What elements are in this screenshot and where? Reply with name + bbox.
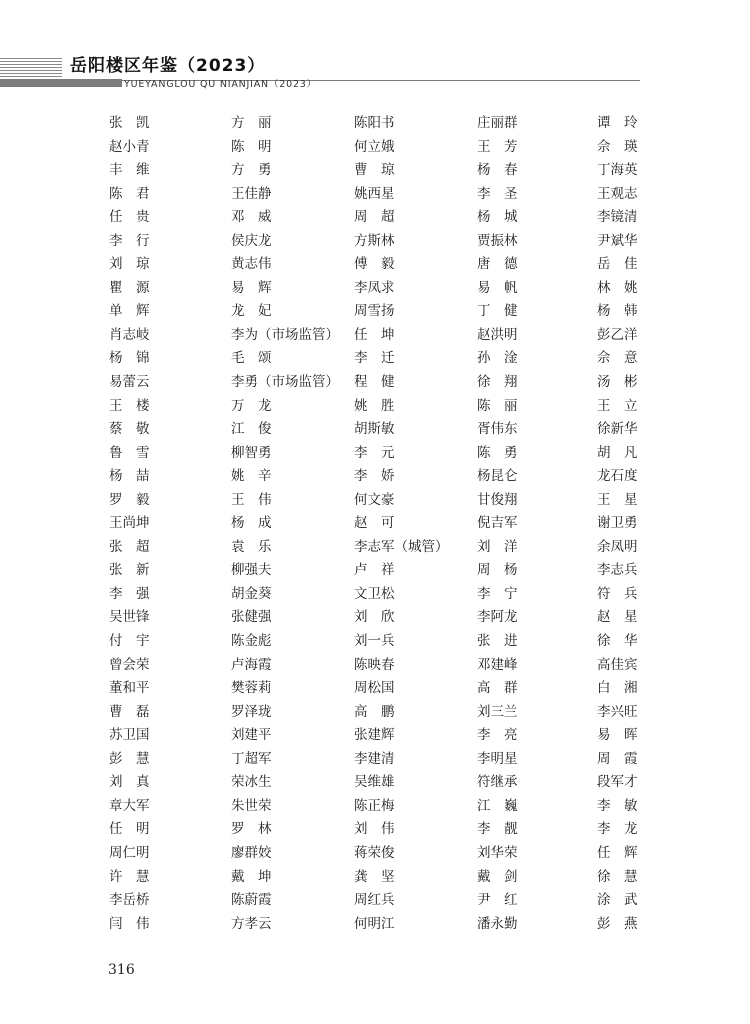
table-row (0, 159, 750, 183)
name-cell: 蒋荣俊 (354, 844, 395, 861)
name-cell: 符兵 (597, 585, 651, 602)
name-cell: 李宁 (477, 585, 531, 602)
name-cell: 李建清 (354, 750, 395, 767)
name-cell: 李勇（市场监管） (231, 374, 339, 391)
name-cell: 何立娥 (354, 138, 395, 155)
name-cell: 易辉 (231, 279, 285, 296)
name-cell: 余凤明 (597, 538, 638, 555)
name-cell: 李志兵 (597, 562, 638, 579)
name-cell: 王尚坤 (109, 515, 150, 532)
name-cell: 岳佳 (597, 256, 651, 273)
table-row (0, 701, 750, 725)
name-cell: 付宇 (109, 633, 163, 650)
name-cell: 方勇 (231, 162, 285, 179)
book-subtitle: YUEYANGLOU QU NIANJIAN（2023） (124, 79, 317, 90)
name-cell: 高佳宾 (597, 656, 638, 673)
name-cell: 甘俊翔 (477, 491, 518, 508)
name-cell: 张进 (477, 633, 531, 650)
name-cell: 姚辛 (231, 468, 285, 485)
name-cell: 孙淦 (477, 350, 531, 367)
table-row (0, 418, 750, 442)
name-cell: 陈丽 (477, 397, 531, 414)
name-cell: 龙妃 (231, 303, 285, 320)
name-cell: 任辉 (597, 844, 651, 861)
name-cell: 章大军 (109, 797, 150, 814)
name-cell: 曹磊 (109, 703, 163, 720)
name-cell: 彭乙洋 (597, 326, 638, 343)
name-cell: 李为（市场监管） (231, 326, 339, 343)
table-row (0, 395, 750, 419)
name-cell: 李镜清 (597, 209, 638, 226)
name-cell: 吴世锋 (109, 609, 150, 626)
table-row (0, 300, 750, 324)
name-cell: 丰维 (109, 162, 163, 179)
name-cell: 江巍 (477, 797, 531, 814)
name-cell: 张健强 (231, 609, 272, 626)
name-cell: 杨成 (231, 515, 285, 532)
name-cell: 曹琼 (354, 162, 408, 179)
name-cell: 杨韩 (597, 303, 651, 320)
table-row (0, 866, 750, 890)
name-list (0, 112, 750, 936)
name-cell: 龙石度 (597, 468, 638, 485)
name-cell: 姚胜 (354, 397, 408, 414)
name-cell: 瞿源 (109, 279, 163, 296)
name-cell: 罗林 (231, 821, 285, 838)
name-cell: 贾振林 (477, 232, 518, 249)
name-cell: 胡斯敏 (354, 421, 395, 438)
name-cell: 陈蔚霞 (231, 892, 272, 909)
name-cell: 黄志伟 (231, 256, 272, 273)
name-cell: 刘琼 (109, 256, 163, 273)
table-row (0, 324, 750, 348)
name-cell: 刘欣 (354, 609, 408, 626)
name-cell: 闫伟 (109, 915, 163, 932)
name-cell: 董和平 (109, 680, 150, 697)
page-number: 316 (108, 962, 135, 978)
table-row (0, 277, 750, 301)
name-cell: 杨春 (477, 162, 531, 179)
name-cell: 王星 (597, 491, 651, 508)
name-cell: 王佳静 (231, 185, 272, 202)
name-cell: 徐华 (597, 633, 651, 650)
name-cell: 陈君 (109, 185, 163, 202)
header-stripes (0, 58, 62, 80)
name-cell: 李兴旺 (597, 703, 638, 720)
table-row (0, 371, 750, 395)
name-cell: 傅毅 (354, 256, 408, 273)
name-cell: 陈映春 (354, 656, 395, 673)
name-cell: 胡凡 (597, 444, 651, 461)
name-cell: 庄丽群 (477, 115, 518, 131)
name-cell: 杨城 (477, 209, 531, 226)
name-cell: 万龙 (231, 397, 285, 414)
name-cell: 戴剑 (477, 868, 531, 885)
name-cell: 罗泽珑 (231, 703, 272, 720)
name-cell: 王伟 (231, 491, 285, 508)
name-cell: 龚坚 (354, 868, 408, 885)
table-row (0, 630, 750, 654)
name-cell: 张凯 (109, 115, 163, 131)
name-cell: 谭玲 (597, 115, 651, 131)
name-cell: 毛颂 (231, 350, 285, 367)
name-cell: 尹红 (477, 892, 531, 909)
name-cell: 周雪扬 (354, 303, 395, 320)
name-cell: 王楼 (109, 397, 163, 414)
name-cell: 刘三兰 (477, 703, 518, 720)
name-cell: 李阿龙 (477, 609, 518, 626)
name-cell: 李娇 (354, 468, 408, 485)
name-cell: 朱世荣 (231, 797, 272, 814)
name-cell: 袁乐 (231, 538, 285, 555)
table-row (0, 112, 750, 136)
name-cell: 赵星 (597, 609, 651, 626)
name-cell: 徐翔 (477, 374, 531, 391)
name-cell: 周霞 (597, 750, 651, 767)
name-cell: 彭慧 (109, 750, 163, 767)
name-cell: 胥伟东 (477, 421, 518, 438)
table-row (0, 724, 750, 748)
name-cell: 陈勇 (477, 444, 531, 461)
name-cell: 高群 (477, 680, 531, 697)
name-cell: 刘一兵 (354, 633, 395, 650)
name-cell: 刘真 (109, 774, 163, 791)
name-cell: 林姚 (597, 279, 651, 296)
name-cell: 李靓 (477, 821, 531, 838)
table-row (0, 442, 750, 466)
name-cell: 张超 (109, 538, 163, 555)
name-cell: 苏卫国 (109, 727, 150, 744)
table-row (0, 206, 750, 230)
name-cell: 鲁雪 (109, 444, 163, 461)
name-cell: 易帆 (477, 279, 531, 296)
table-row (0, 583, 750, 607)
name-cell: 高鹏 (354, 703, 408, 720)
name-cell: 段军才 (597, 774, 638, 791)
name-cell: 佘瑛 (597, 138, 651, 155)
name-cell: 张建辉 (354, 727, 395, 744)
name-cell: 卢海霞 (231, 656, 272, 673)
name-cell: 杨昆仑 (477, 468, 518, 485)
name-cell: 李元 (354, 444, 408, 461)
table-row (0, 889, 750, 913)
name-cell: 肖志岐 (109, 326, 150, 343)
name-cell: 荣冰生 (231, 774, 272, 791)
name-cell: 徐慧 (597, 868, 651, 885)
table-row (0, 230, 750, 254)
name-cell: 许慧 (109, 868, 163, 885)
name-cell: 李强 (109, 585, 163, 602)
name-cell: 李行 (109, 232, 163, 249)
name-cell: 陈阳书 (354, 115, 395, 131)
table-row (0, 795, 750, 819)
name-cell: 易蕾云 (109, 374, 150, 391)
name-cell: 王立 (597, 397, 651, 414)
table-row (0, 559, 750, 583)
name-cell: 易晖 (597, 727, 651, 744)
name-cell: 曾会荣 (109, 656, 150, 673)
header-rule-line (0, 80, 640, 81)
table-row (0, 654, 750, 678)
table-row (0, 465, 750, 489)
name-cell: 周仁明 (109, 844, 150, 861)
name-cell: 陈明 (231, 138, 285, 155)
page-header (0, 0, 750, 100)
name-cell: 佘意 (597, 350, 651, 367)
name-cell: 周超 (354, 209, 408, 226)
table-row (0, 136, 750, 160)
name-cell: 白湘 (597, 680, 651, 697)
name-cell: 赵可 (354, 515, 408, 532)
table-row (0, 771, 750, 795)
name-cell: 倪吉军 (477, 515, 518, 532)
name-cell: 程健 (354, 374, 408, 391)
name-cell: 方丽 (231, 115, 285, 131)
name-cell: 蔡敬 (109, 421, 163, 438)
table-row (0, 347, 750, 371)
name-cell: 文卫松 (354, 585, 395, 602)
name-cell: 赵洪明 (477, 326, 518, 343)
table-row (0, 842, 750, 866)
name-cell: 张新 (109, 562, 163, 579)
name-cell: 李明星 (477, 750, 518, 767)
name-cell: 柳强夫 (231, 562, 272, 579)
name-cell: 侯庆龙 (231, 232, 272, 249)
name-cell: 樊蓉莉 (231, 680, 272, 697)
table-row (0, 183, 750, 207)
name-cell: 姚西星 (354, 185, 395, 202)
name-cell: 彭燕 (597, 915, 651, 932)
name-cell: 刘洋 (477, 538, 531, 555)
name-cell: 丁超军 (231, 750, 272, 767)
name-cell: 单辉 (109, 303, 163, 320)
name-cell: 丁健 (477, 303, 531, 320)
name-cell: 王芳 (477, 138, 531, 155)
name-cell: 廖群姣 (231, 844, 272, 861)
name-cell: 周红兵 (354, 892, 395, 909)
name-cell: 唐德 (477, 256, 531, 273)
name-cell: 吴维雄 (354, 774, 395, 791)
name-cell: 杨锦 (109, 350, 163, 367)
table-row (0, 489, 750, 513)
name-cell: 方斯林 (354, 232, 395, 249)
name-cell: 谢卫勇 (597, 515, 638, 532)
table-row (0, 512, 750, 536)
name-cell: 汤彬 (597, 374, 651, 391)
name-cell: 何明江 (354, 915, 395, 932)
name-cell: 李迁 (354, 350, 408, 367)
table-row (0, 748, 750, 772)
name-cell: 何文豪 (354, 491, 395, 508)
name-cell: 卢祥 (354, 562, 408, 579)
name-cell: 邓建峰 (477, 656, 518, 673)
name-cell: 刘建平 (231, 727, 272, 744)
name-cell: 徐新华 (597, 421, 638, 438)
name-cell: 王观志 (597, 185, 638, 202)
name-cell: 杨喆 (109, 468, 163, 485)
table-row (0, 536, 750, 560)
table-row (0, 606, 750, 630)
name-cell: 李志军（城管） (354, 538, 449, 555)
name-cell: 任贵 (109, 209, 163, 226)
name-cell: 周杨 (477, 562, 531, 579)
name-cell: 陈金彪 (231, 633, 272, 650)
table-row (0, 818, 750, 842)
name-cell: 罗毅 (109, 491, 163, 508)
name-cell: 胡金葵 (231, 585, 272, 602)
name-cell: 方孝云 (231, 915, 272, 932)
name-cell: 丁海英 (597, 162, 638, 179)
table-row (0, 677, 750, 701)
name-cell: 江俊 (231, 421, 285, 438)
name-cell: 柳智勇 (231, 444, 272, 461)
name-cell: 陈正梅 (354, 797, 395, 814)
name-cell: 刘伟 (354, 821, 408, 838)
name-cell: 李敏 (597, 797, 651, 814)
name-cell: 尹斌华 (597, 232, 638, 249)
table-row (0, 253, 750, 277)
name-cell: 李亮 (477, 727, 531, 744)
table-row (0, 913, 750, 937)
name-cell: 周松国 (354, 680, 395, 697)
name-cell: 潘永勤 (477, 915, 518, 932)
name-cell: 李岳桥 (109, 892, 150, 909)
name-cell: 李龙 (597, 821, 651, 838)
name-cell: 符继承 (477, 774, 518, 791)
name-cell: 邓威 (231, 209, 285, 226)
name-cell: 李凤求 (354, 279, 395, 296)
name-cell: 任坤 (354, 326, 408, 343)
name-cell: 赵小青 (109, 138, 150, 155)
name-cell: 戴坤 (231, 868, 285, 885)
name-cell: 涂武 (597, 892, 651, 909)
name-cell: 任明 (109, 821, 163, 838)
name-cell: 刘华荣 (477, 844, 518, 861)
name-cell: 李圣 (477, 185, 531, 202)
book-title: 岳阳楼区年鉴（2023） (70, 56, 266, 76)
